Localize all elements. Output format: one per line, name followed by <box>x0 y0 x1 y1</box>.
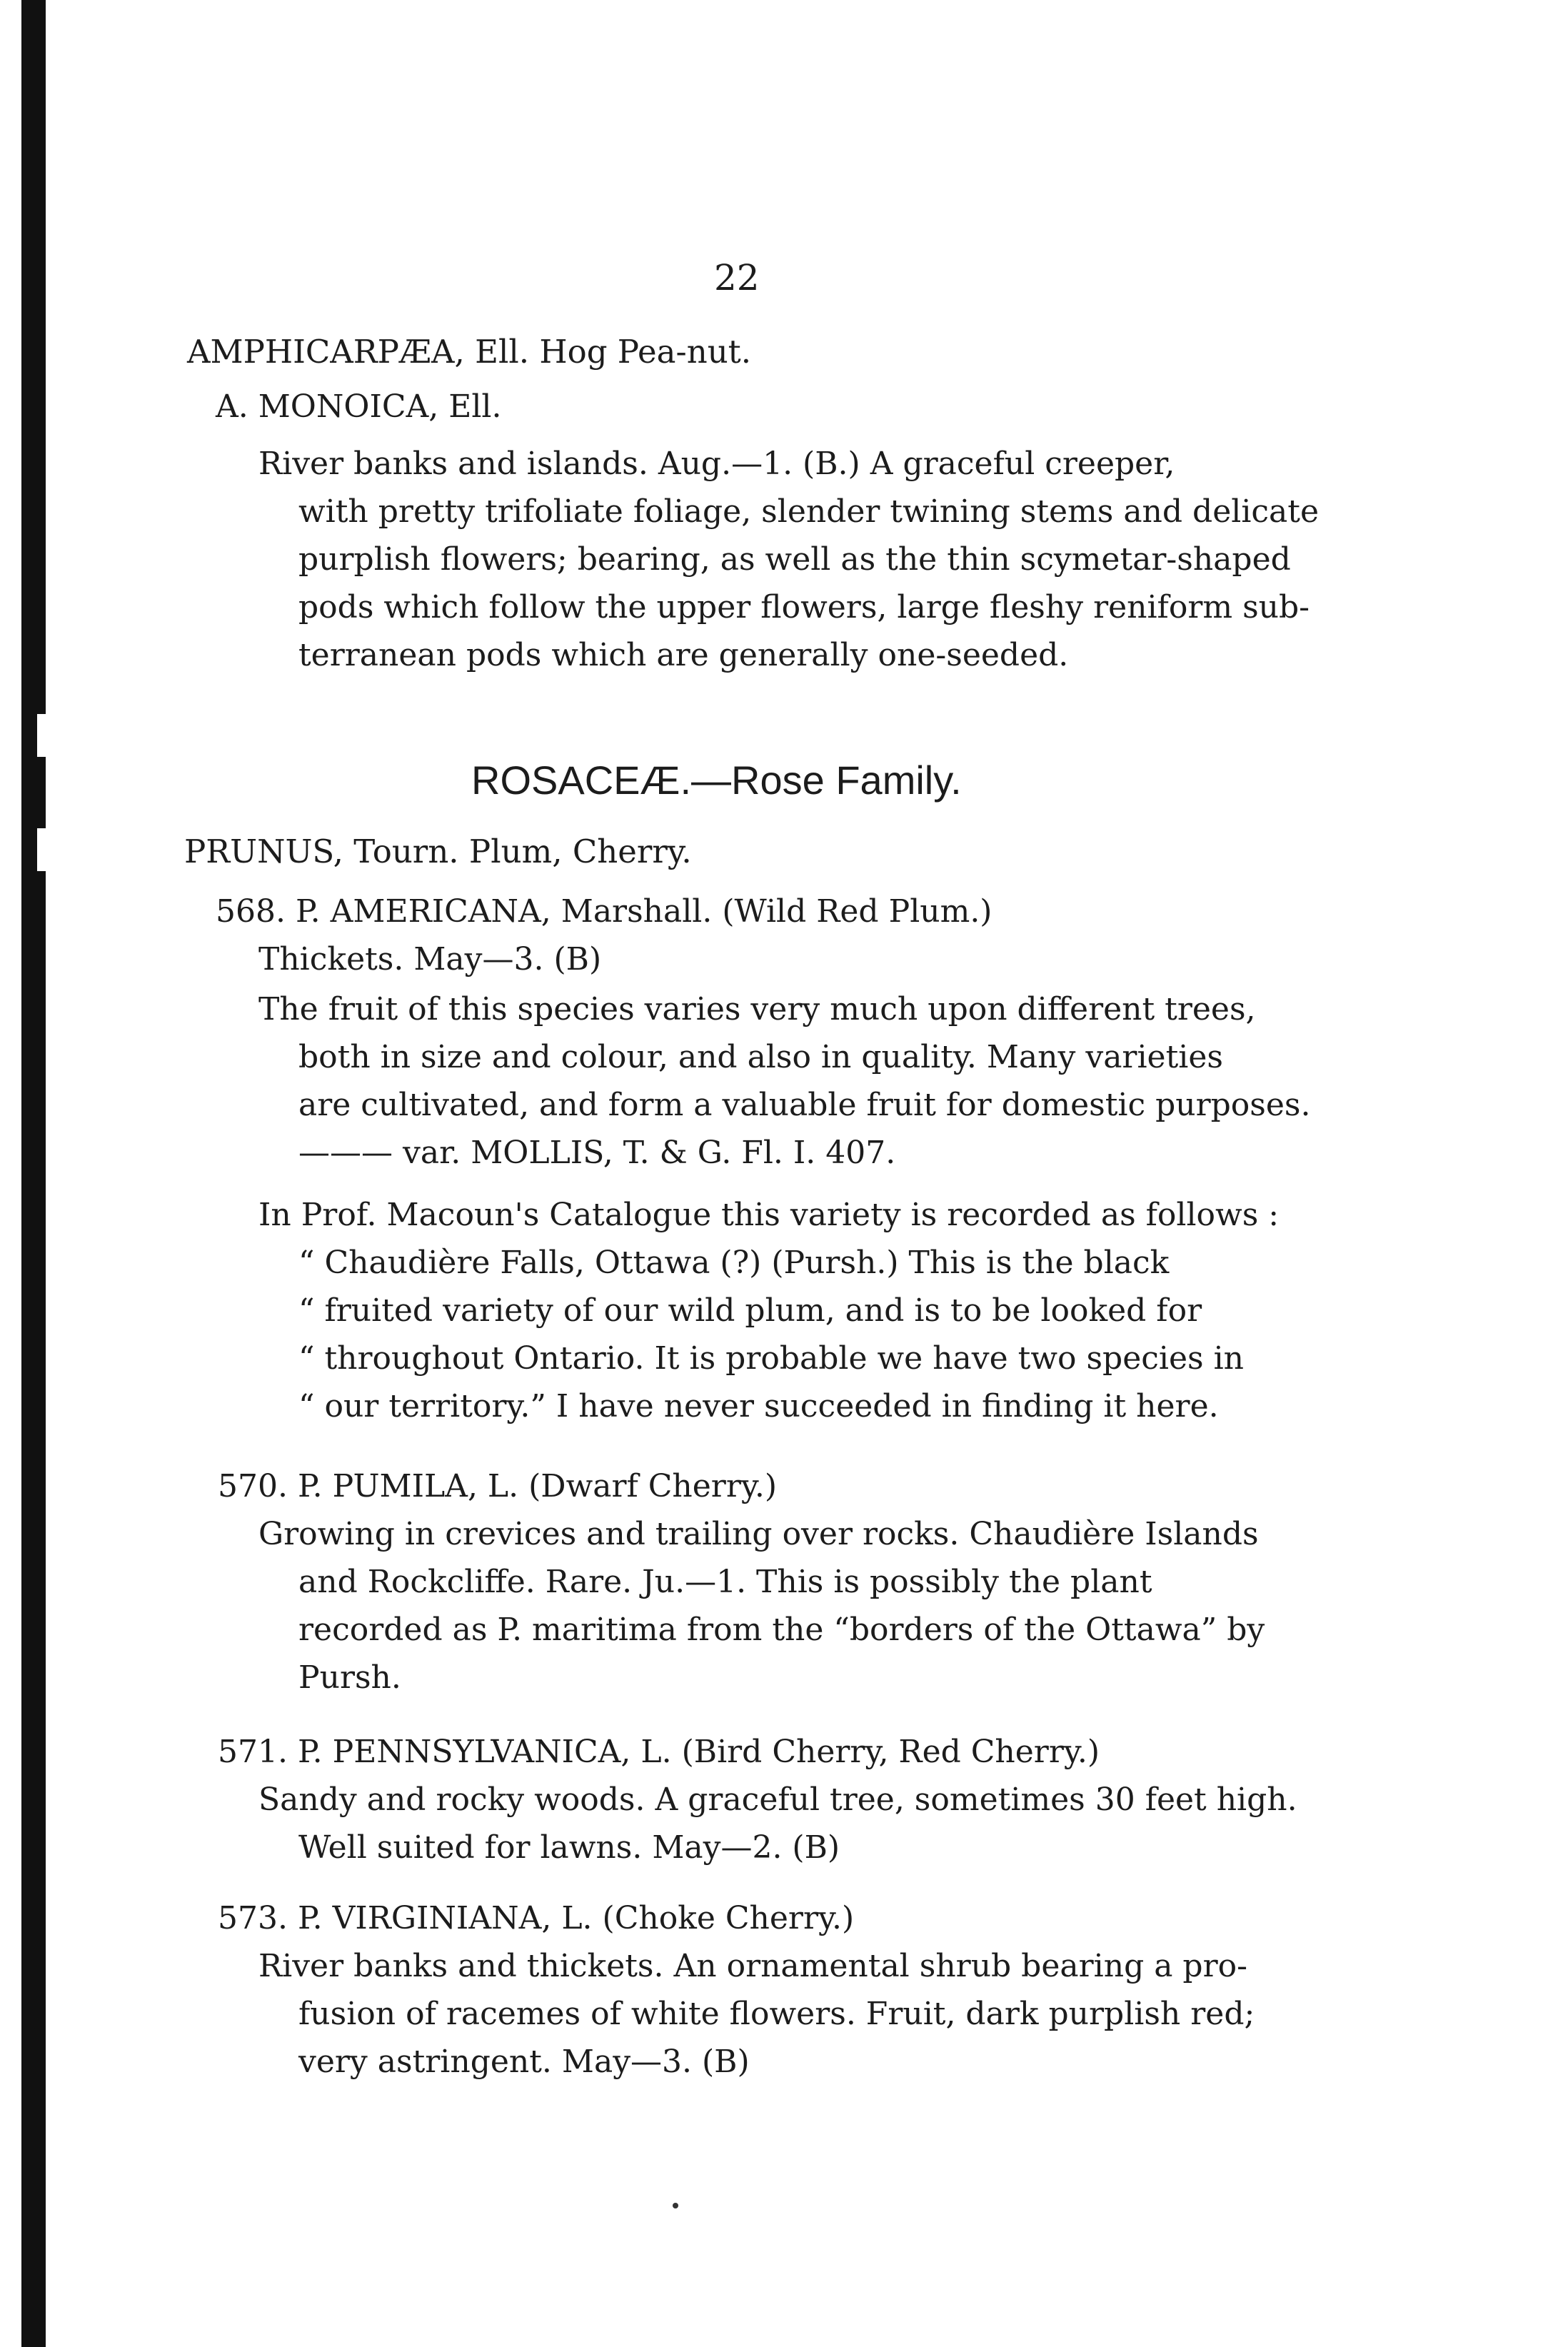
species-563-line: terranean pods which are generally one-seeded. <box>298 637 1069 673</box>
species-570-line: recorded as P. maritima from the “borders of the Ottawa” by <box>298 1612 1265 1648</box>
species-568-line: The fruit of this species varies very much upon different trees, <box>258 991 1256 1027</box>
species-header-568: 568. P. AMERICANA, Marshall. (Wild Red Plum.) <box>216 893 992 930</box>
spine-notch <box>37 714 56 757</box>
species-563-line: with pretty trifoliate foliage, slender twining stems and delicate <box>298 493 1319 530</box>
species-570-line: and Rockcliffe. Rare. Ju.—1. This is possibly the plant <box>298 1564 1152 1600</box>
species-568-line: are cultivated, and form a valuable fruit for domestic purposes. <box>298 1087 1311 1123</box>
species-568-note: “ Chaudière Falls, Ottawa (?) (Pursh.) This is the black <box>298 1245 1170 1281</box>
species-571-line: Sandy and rocky woods. A graceful tree, sometimes 30 feet high. <box>258 1781 1297 1818</box>
page-spine-edge <box>21 0 46 2347</box>
species-header-573: 573. P. VIRGINIANA, L. (Choke Cherry.) <box>218 1900 855 1936</box>
family-heading: ROSACEÆ.—Rose Family. <box>471 758 962 803</box>
genus-prunus: PRUNUS, Tourn. Plum, Cherry. <box>184 833 692 870</box>
species-568-line: both in size and colour, and also in quality. Many varieties <box>298 1039 1223 1075</box>
species-568-note: “ our territory.” I have never succeeded in finding it here. <box>298 1388 1219 1424</box>
species-568-note: “ throughout Ontario. It is probable we have two species in <box>298 1340 1244 1377</box>
page-number: 22 <box>714 257 760 298</box>
species-568-note: In Prof. Macoun's Catalogue this variety is recorded as follows : <box>258 1197 1280 1233</box>
species-header-571: 571. P. PENNSYLVANICA, L. (Bird Cherry, Red Cherry.) <box>218 1734 1100 1770</box>
species-568-variety: ——— var. MOLLIS, T. & G. Fl. I. 407. <box>298 1135 896 1171</box>
spine-notch <box>37 828 56 871</box>
species-573-line: very astringent. May—3. (B) <box>298 2044 750 2080</box>
species-573-line: fusion of racemes of white flowers. Fruit, dark purplish red; <box>298 1996 1255 2032</box>
species-563-line: purplish flowers; bearing, as well as the thin scymetar-shaped <box>298 541 1291 578</box>
species-563-line: River banks and islands. Aug.—1. (B.) A graceful creeper, <box>258 446 1175 482</box>
species-568-note: “ fruited variety of our wild plum, and is to be looked for <box>298 1292 1202 1329</box>
species-570-line: Growing in crevices and trailing over rocks. Chaudière Islands <box>258 1516 1259 1552</box>
ink-speck <box>673 2203 678 2208</box>
species-571-line: Well suited for lawns. May—2. (B) <box>298 1829 840 1866</box>
species-header-570: 570. P. PUMILA, L. (Dwarf Cherry.) <box>218 1468 778 1504</box>
genus-amphicarpaea: AMPHICARPÆA, Ell. Hog Pea-nut. <box>187 333 752 371</box>
species-570-line: Pursh. <box>298 1659 401 1696</box>
species-563-line: pods which follow the upper flowers, large fleshy reniform sub- <box>298 589 1310 625</box>
species-573-line: River banks and thickets. An ornamental shrub bearing a pro- <box>258 1948 1247 1984</box>
species-header-563: A. MONOICA, Ell. <box>216 388 502 425</box>
species-568-habitat: Thickets. May—3. (B) <box>258 941 602 978</box>
